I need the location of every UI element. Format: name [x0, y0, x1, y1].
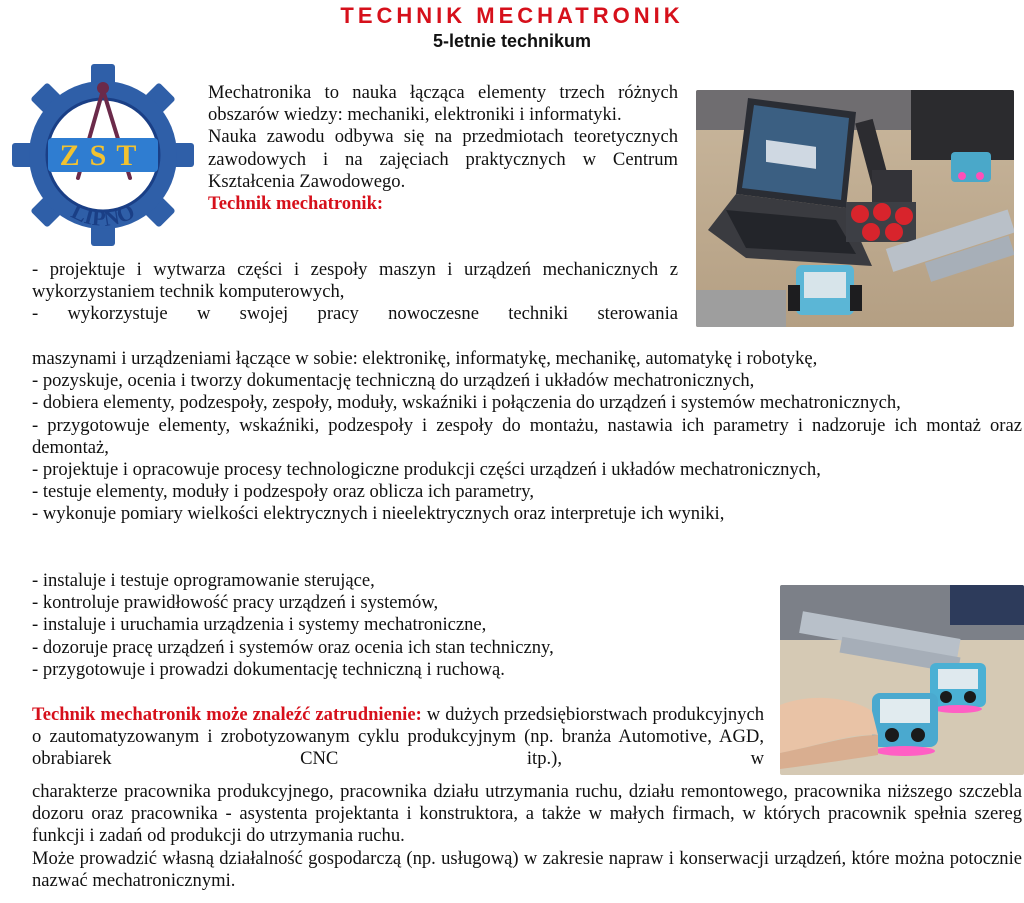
list-item: - przygotowuje elementy, wskaźniki, podzespoły i zespoły do montażu, nastawia ich parametry i nadzoruje ich montaż oraz demontaż,: [32, 414, 1022, 458]
page-subtitle: 5-letnie technikum: [432, 31, 592, 51]
list-item: - instaluje i uruchamia urządzenia i systemy mechatroniczne,: [32, 614, 487, 636]
laptop-and-robot-arm-photo: [696, 90, 1014, 327]
logo-top-text: ZST: [59, 139, 147, 172]
duties-list-top: [32, 259, 678, 326]
list-item: - testuje elementy, moduły i podzespoły oraz oblicza ich parametry,: [32, 481, 535, 503]
intro-paragraph-1: Mechatronika to nauka łącząca elementy trzech różnych obszarów wiedzy: mechaniki, elektroniki i informatyki.: [208, 82, 678, 126]
list-item: maszynami i urządzeniami łączące w sobie: elektronikę, informatykę, mechanikę, automatykę i robotykę,: [32, 348, 818, 369]
list-item: - wykorzystuje w swojej pracy nowoczesne techniki sterowania: [32, 303, 678, 325]
gear-compass-logo-icon: [8, 60, 198, 250]
list-item: - instaluje i testuje oprogramowanie sterujące,: [32, 570, 375, 591]
educational-robot-car-photo: [780, 585, 1024, 775]
photo-illustration-icon: [696, 90, 1014, 327]
logo-bottom-text: LIPNO: [67, 198, 139, 232]
list-item: - projektuje i wytwarza części i zespoły maszyn i urządzeń mechanicznych z wykorzystaniem technik komputerowych,: [32, 259, 678, 303]
school-logo: [8, 60, 198, 250]
list-item: - projektuje i opracowuje procesy technologiczne produkcji części urządzeń i układów mechatronicznych,: [32, 459, 821, 481]
list-item: - przygotowuje i prowadzi dokumentację techniczną i ruchową.: [32, 658, 505, 680]
employment-side-text: w dużych przedsiębiorstwach produkcyjnych o zautomatyzowanym i zrobotyzowanym cyklu produkcyjnym (np. branża Automotive, AGD, obrabiarek CNC itp.), w: [32, 704, 764, 770]
intro-paragraph-2: Nauka zawodu odbywa się na przedmiotach teoretycznych zawodowych i na zajęciach praktycznych w Centrum Kształcenia Zawodowego.: [208, 126, 678, 192]
duties-list-middle: [32, 348, 1022, 526]
page-title: TECHNIK MECHATRONIK: [340, 3, 684, 28]
employment-intro: [32, 704, 764, 771]
list-item: - wykonuje pomiary wielkości elektrycznych i nieelektrycznych oraz interpretuje ich wyniki,: [32, 503, 725, 525]
employment-paragraph-1: charakterze pracownika produkcyjnego, pracownika działu utrzymania ruchu, działu remontowego, pracownika niższego szczebla dozoru oraz pracownika - asystenta projektanta i konstruktora, a także w małych firmach, w których pracownik spełnia szereg funkcji i zadań od produkcji do utrzymania ruchu.: [32, 781, 1022, 847]
duties-list-bottom: [32, 570, 772, 681]
employment-paragraph-2: Może prowadzić własną działalność gospodarczą (np. usługową) w zakresie napraw i konserwacji urządzeń, które można potocznie nazwać mechatronicznymi.: [32, 847, 1022, 891]
photo-illustration-icon: [780, 585, 1024, 775]
list-item: - pozyskuje, ocenia i tworzy dokumentację techniczną do urządzeń i układów mechatronicznych,: [32, 370, 755, 392]
employment-heading: Technik mechatronik może znaleźć zatrudnienie:: [32, 704, 422, 725]
intro-text: [208, 82, 678, 215]
list-item: - dozoruje pracę urządzeń i systemów oraz ocenia ich stan techniczny,: [32, 636, 554, 658]
list-item: - kontroluje prawidłowość pracy urządzeń i systemów,: [32, 592, 439, 614]
duties-heading: Technik mechatronik:: [208, 193, 384, 215]
list-item: - dobiera elementy, podzespoły, zespoły, moduły, wskaźniki i połączenia do urządzeń i systemów mechatronicznych,: [32, 392, 901, 414]
employment-text: [32, 781, 1022, 892]
